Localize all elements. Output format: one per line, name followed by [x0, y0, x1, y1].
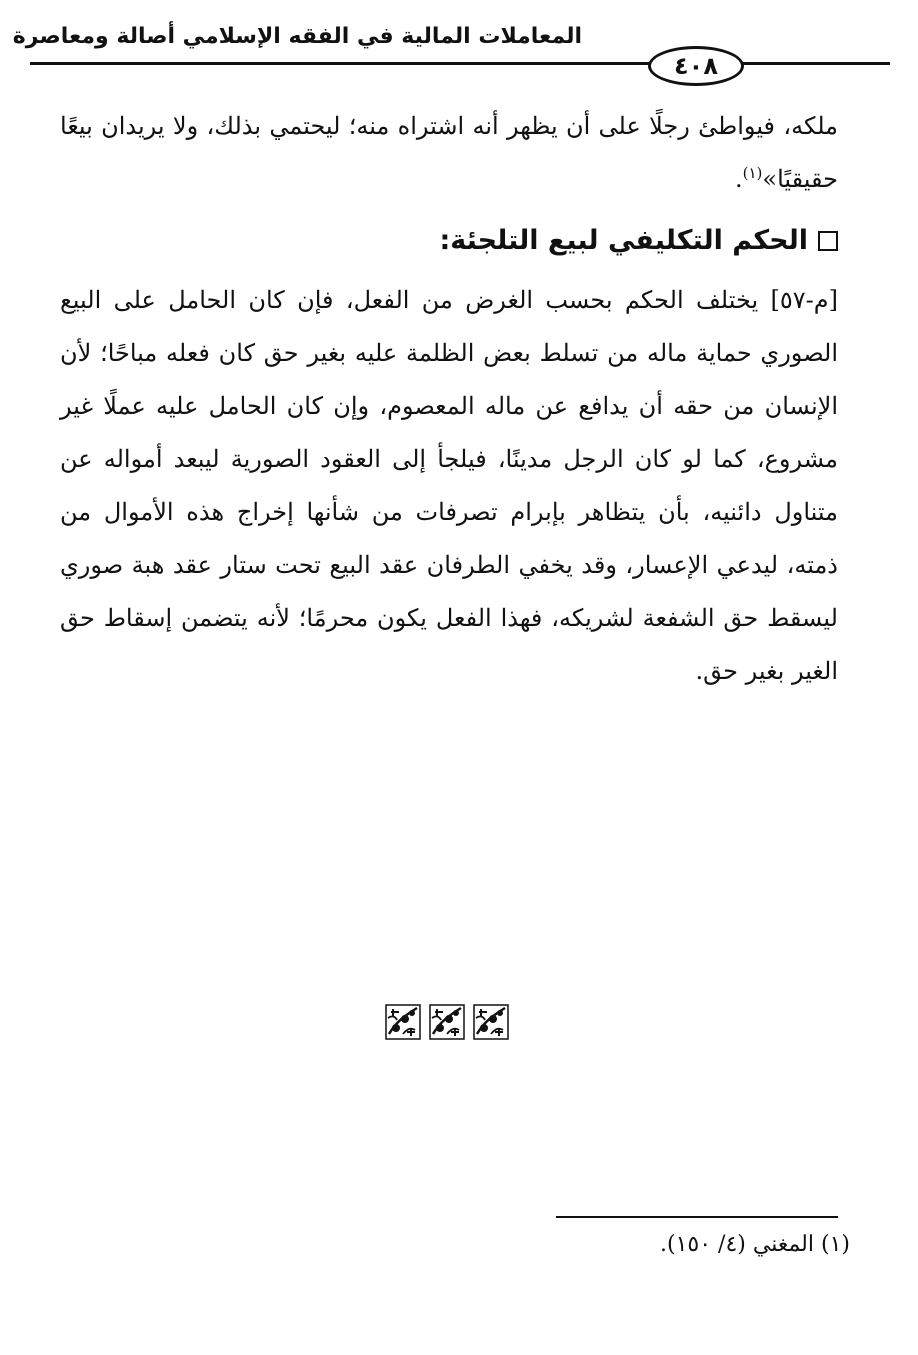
footnote-reference: (١) [742, 164, 763, 182]
floral-ornament-icon [429, 1004, 465, 1040]
floral-ornament-icon [473, 1004, 509, 1040]
section-heading [60, 212, 838, 270]
opening-paragraph-text: ملكه، فيواطئ رجلًا على أن يظهر أنه اشتراه منه؛ ليحتمي بذلك، ولا يريدان بيعًا حقيقيًا» [60, 112, 838, 193]
header-rule [30, 62, 890, 65]
section-heading-text: الحكم التكليفي لبيع التلجئة: [439, 225, 808, 256]
main-paragraph: [م-٥٧] يختلف الحكم بحسب الغرض من الفعل، فإن كان الحامل على البيع الصوري حماية ماله من تسلط بعض الظلمة عليه بغير حق كان فعله مباحًا؛ لأن الإنسان من حقه أن يدافع عن ماله المعصوم، وإن كان الحامل عليه عملًا غير مشروع، كما لو كان الرجل مدينًا، فيلجأ إلى العقود الصورية ليبعد أمواله عن متناول دائنيه، بأن يتظاهر بإبرام تصرفات من شأنها إخراج هذه الأموال من ذمته، ليدعي الإعسار، وقد يخفي الطرفان عقد البيع تحت ستار عقد هبة صوري ليسقط حق الشفعة لشريكه، فهذا الفعل يكون محرمًا؛ لأنه يتضمن إسقاط حق الغير بغير حق. [60, 286, 839, 685]
footnote: (١) المغني (٤/ ١٥٠). [660, 1232, 850, 1257]
floral-ornament-icon [385, 1004, 421, 1040]
running-title: المعاملات المالية في الفقه الإسلامي أصالة ومعاصرة [12, 24, 582, 49]
main-text [60, 100, 838, 698]
page-number: ٤٠٨ [648, 46, 744, 86]
opening-paragraph [60, 100, 838, 206]
page-header [12, 14, 890, 84]
opening-paragraph-end: . [734, 165, 743, 193]
footnote-separator [556, 1216, 838, 1218]
square-bullet-icon [818, 231, 838, 251]
section-end-ornament [384, 1004, 510, 1040]
